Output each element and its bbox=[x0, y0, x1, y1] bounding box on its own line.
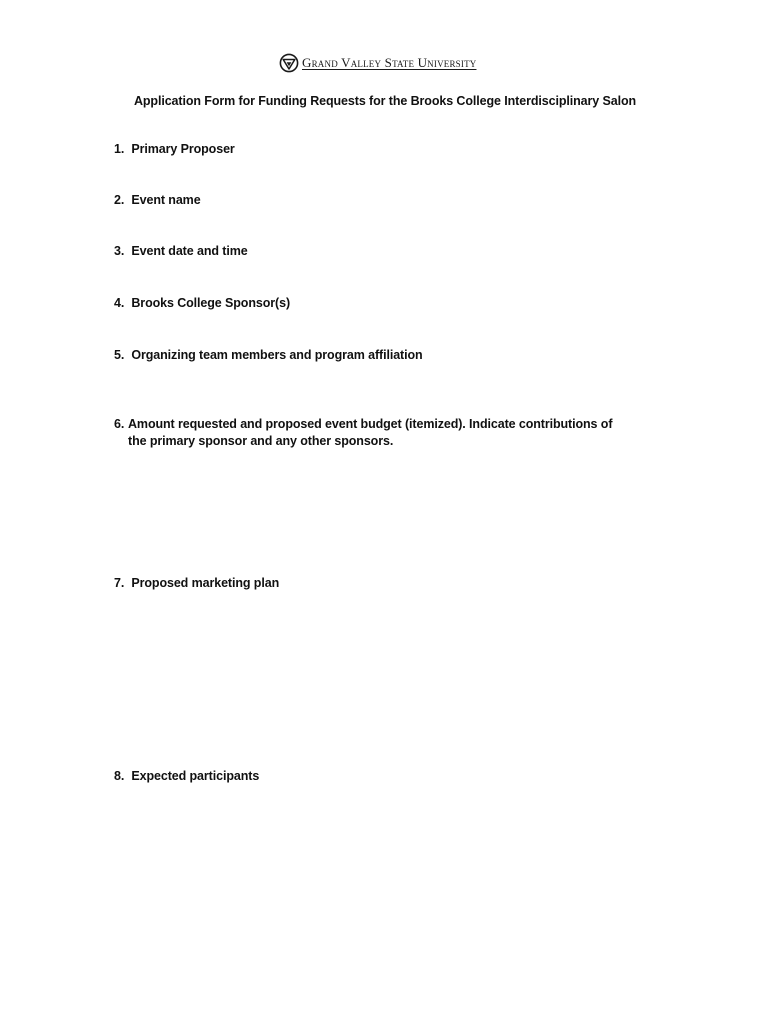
question-number: 3. bbox=[114, 244, 125, 258]
question-label: Expected participants bbox=[131, 769, 260, 783]
question-primary-proposer bbox=[114, 141, 654, 158]
question-brooks-sponsors bbox=[114, 295, 654, 312]
question-marketing-plan bbox=[114, 575, 654, 592]
university-logo bbox=[279, 52, 476, 74]
question-label: Primary Proposer bbox=[131, 142, 235, 156]
question-label: Brooks College Sponsor(s) bbox=[131, 296, 291, 310]
question-label: Event date and time bbox=[131, 244, 248, 258]
logo-wordmark: Grand Valley State University bbox=[302, 55, 477, 70]
question-organizing-team bbox=[114, 347, 654, 364]
question-label: Event name bbox=[131, 193, 201, 207]
question-number: 6. bbox=[114, 417, 125, 431]
question-budget bbox=[114, 416, 634, 450]
question-number: 4. bbox=[114, 296, 125, 310]
question-number: 7. bbox=[114, 576, 125, 590]
question-expected-participants bbox=[114, 768, 654, 785]
question-label: Amount requested and proposed event budget (itemized). Indicate contributions of the primary sponsor and any other sponsors. bbox=[128, 417, 613, 448]
question-label: Proposed marketing plan bbox=[131, 576, 280, 590]
question-number: 8. bbox=[114, 769, 125, 783]
gvsu-seal-icon bbox=[279, 53, 299, 73]
question-number: 1. bbox=[114, 142, 125, 156]
question-event-date-time bbox=[114, 243, 654, 260]
page-title: Application Form for Funding Requests for the Brooks College Interdisciplinary Salon bbox=[133, 94, 637, 108]
question-event-name bbox=[114, 192, 654, 209]
question-number: 5. bbox=[114, 348, 125, 362]
question-number: 2. bbox=[114, 193, 125, 207]
question-label: Organizing team members and program affiliation bbox=[131, 348, 423, 362]
